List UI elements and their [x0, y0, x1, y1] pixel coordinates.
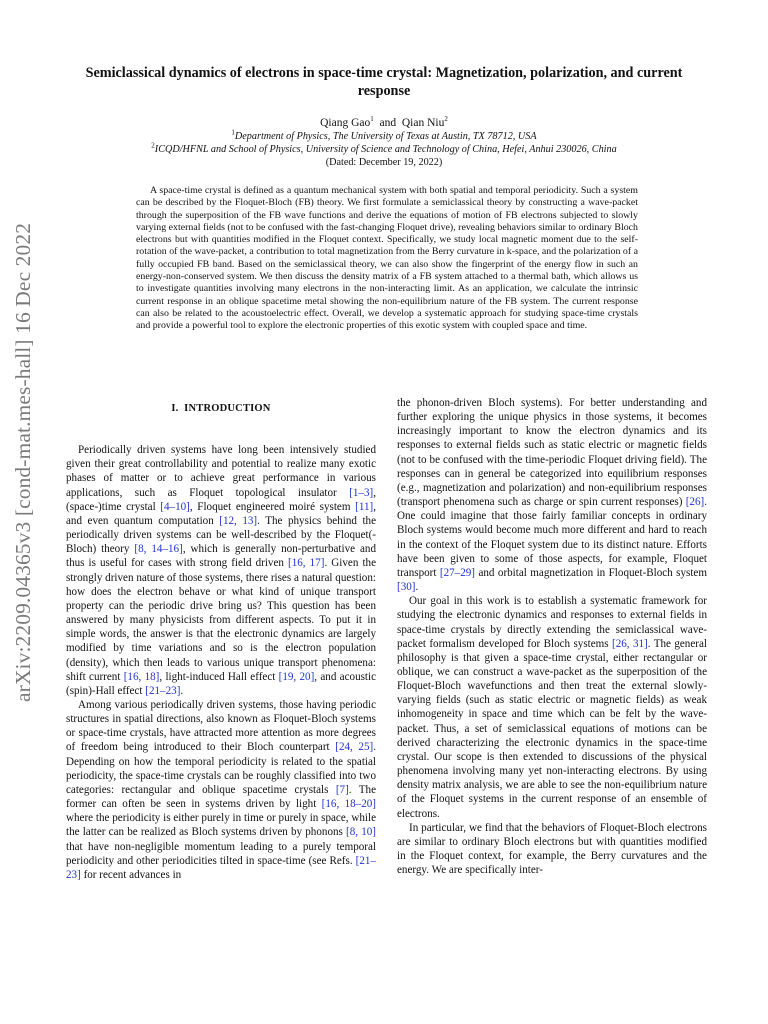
author-name: Qian Niu	[401, 117, 445, 129]
citation-link[interactable]: [21–23]	[66, 854, 376, 881]
dated-line: (Dated: December 19, 2022)	[325, 157, 443, 168]
affiliation	[60, 143, 708, 156]
author-affil-mark: 1	[370, 115, 374, 124]
author-name: Qiang Gao	[320, 117, 371, 129]
affiliation-text: Department of Physics, The University of Texas at Austin, TX 78712, USA	[234, 131, 537, 142]
citation-link[interactable]: [26]	[685, 496, 705, 509]
section-title: INTRODUCTION	[184, 403, 271, 414]
paper-title: Semiclassical dynamics of electrons in space-time crystal: Magnetization, polarization, and current response	[85, 65, 683, 99]
paper-header	[60, 64, 708, 169]
author-list	[60, 116, 708, 130]
citation-link[interactable]: [12, 13]	[219, 514, 258, 527]
paragraph: Among various periodically driven systems, those having periodic structures in spatial directions, also known as Floquet-Bloch systems or space-time crystals, have attracted more attention as more degrees of freedom being introduced to their Bloch counterpart [24, 25]. Depending on how the temporal periodicity is related to the spatial periodicity, the space-time crystals can be roughly classified into two categories: rectangular and oblique spacetime crystals [7]. The former can often be seen in systems driven by light [16, 18–20] where the periodicity is either purely in time or purely in space, while the latter can be realized as Bloch systems driven by phonons [8, 10] that have non-negligible momentum leading to a purely temporal periodicity and other periodicities tilted in space-time (see Refs. [21–23] for recent advances in	[66, 698, 377, 881]
citation-link[interactable]: [8, 14–16]	[134, 543, 183, 556]
affiliation	[60, 130, 708, 143]
section-number: I.	[171, 403, 179, 414]
citation-link[interactable]: [16, 18–20]	[321, 798, 377, 811]
citation-link[interactable]: [8, 10]	[346, 826, 376, 839]
affiliation-mark: 1	[231, 128, 235, 137]
citation-link[interactable]: [19, 20]	[278, 670, 315, 683]
citation-link[interactable]: [1–3]	[349, 486, 374, 499]
citation-link[interactable]: [7]	[335, 783, 349, 796]
citation-link[interactable]: [16, 17]	[288, 557, 325, 570]
citation-link[interactable]: [11]	[355, 500, 374, 513]
citation-link[interactable]: [4–10]	[160, 500, 190, 513]
citation-link[interactable]: [26, 31]	[612, 637, 648, 650]
citation-link[interactable]: [30]	[397, 581, 416, 594]
arxiv-identifier-stamp: arXiv:2209.04365v3 [cond-mat.mes-hall] 16 Dec 2022	[11, 222, 35, 702]
citation-link[interactable]: [24, 25]	[335, 741, 374, 754]
abstract: A space-time crystal is defined as a quantum mechanical system with both spatial and temporal periodicity. Such a system can be described by the Floquet-Bloch (FB) theory. We first formulate a semiclassical theory by constructing a wave-packet through the superposition of the FB wave functions and derive the equations of motion of FB electrons subjected to slowly varying external fields (not to be confused with the fast-changing Floquet drive), revealing behaviors similar to ordinary Bloch electrons but with quantities modified in the Floquet context. Specifically, we study local magnetic moment due to the self-rotation of the wave-packet, a contribution to total magnetization from the Berry curvature in k-space, and the polarization of a fully occupied FB band. Based on the semiclassical theory, we can also show the fingerprint of the energy flow in such an energy-non-conserved system. We then discuss the density matrix of a FB system attached to a thermal bath, which allows us to investigate quantities involving many electrons in the non-interacting limit. As an application, we calculate the intrinsic current response in an oblique spacetime metal showing the non-equilibrium nature of the FB system. The current response can also be related to the acoustoelectric effect. Overall, we develop a systematic approach for studying space-time crystals and provide a powerful tool to explore the electronic properties of this exotic system with coupled space and time.	[136, 185, 638, 332]
affiliation-mark: 2	[151, 141, 155, 150]
left-column	[66, 396, 376, 882]
paragraph: Periodically driven systems have long been intensively studied given their great controllability and potential to realize many exotic phases of matter or to achieve great performance in various applications, such as Floquet topological insulator [1–3], (space-)time crystal [4–10], Floquet engineered moiré system [11], and even quantum computation [12, 13]. The physics behind the periodically driven systems can be well-described by the Floquet(-Bloch) theory [8, 14–16], which is generally non-perturbative and thus is useful for cases with strong field driven [16, 17]. Given the strongly driven nature of those systems, there rises a natural question: how does the electron behave or what kind of unique transport property can the periodic drive bring us? This question has been answered by many physicists from different aspects. To put it in simple words, the answer is that the electronic dynamics are largely modified by time variations and so is the electron population (density), which then leads to various unique transport phenomena: shift current [16, 18], light-induced Hall effect [19, 20], and acoustic (spin)-Hall effect [21–23].	[66, 444, 377, 697]
citation-link[interactable]: [21–23]	[145, 684, 181, 697]
paragraph: In particular, we find that the behaviors of Floquet-Bloch electrons are similar to ordinary Bloch electrons but with quantities modified in the Floquet context, for example, the Berry curvatures and the energy. We are specifically inter-	[397, 821, 707, 877]
paragraph: the phonon-driven Bloch systems). For better understanding and further exploring the unique physics in those systems, it becomes increasingly important to know the electron dynamics and its responses to external fields such as static electric or magnetic fields (not to be confused with the time-periodic Floquet driving field). The responses can in general be categorized into equilibrium responses (e.g., magnetization and polarization) and non-equilibrium responses (transport phenomena such as charge or spin current responses) [26]. One could imagine that those fairly familiar concepts in ordinary Bloch systems would become much more different and hard to reach in the context of the Floquet system due to its distinct nature. Efforts have been given to some of those aspects, for example, Floquet transport [27–29] and orbital magnetization in Floquet-Bloch system [30].	[397, 397, 707, 594]
citation-link[interactable]: [16, 18]	[123, 670, 160, 683]
right-column	[397, 396, 707, 877]
paragraph: Our goal in this work is to establish a systematic framework for studying the electronic dynamics and responses to external fields in space-time crystals by directly extending the semiclassical wave-packet formalism developed for Bloch systems [26, 31]. The general philosophy is that given a space-time crystal, either rectangular or oblique, we can construct a wave-packet as the superposition of the Floquet-Bloch wavefunctions and then treat the external slowly-varying fields (such as static electric or magnetic fields) as weak inhomogeneity in space and time which can be felt by the wave-packet. Thus, a set of semiclassical equations of motions can be derived characterizing the electronic dynamics in the space-time crystal. Our scope is then extended to discussions of the physical phenomena involving many yet non-interacting electrons. By using density matrix analysis, we are able to see the non-equilibrium nature of the Floquet systems in the current response of an ensemble of electrons.	[397, 595, 707, 820]
affiliation-text: ICQD/HFNL and School of Physics, University of Science and Technology of China, Hefei, Anhui 230026, China	[154, 144, 617, 155]
author-affil-mark: 2	[444, 115, 448, 124]
author-conjunction: and	[379, 117, 397, 129]
section-heading	[66, 402, 376, 416]
citation-link[interactable]: [27–29]	[439, 566, 475, 579]
